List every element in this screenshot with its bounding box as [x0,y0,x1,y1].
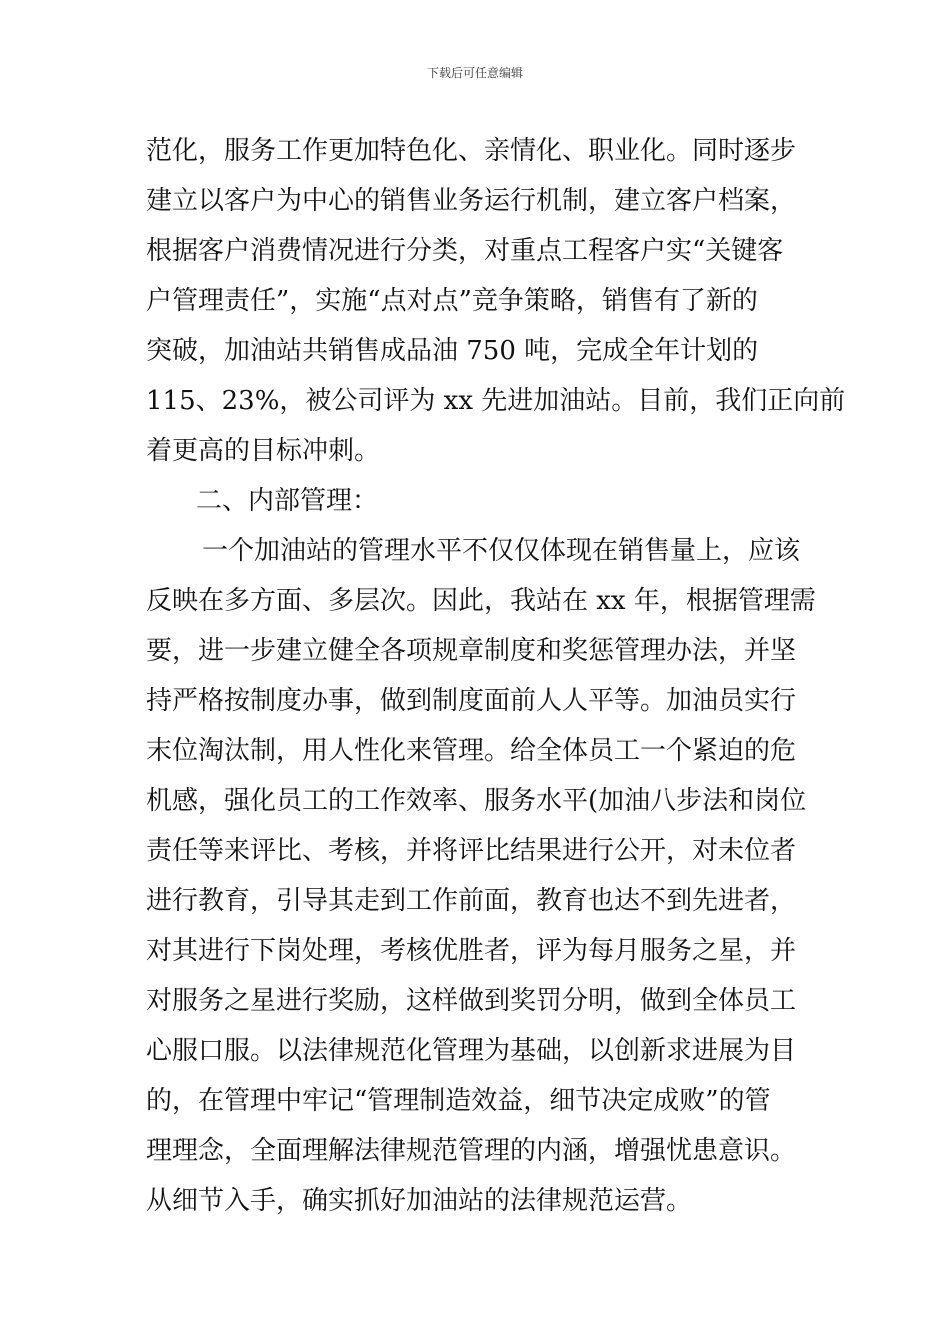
paragraph-line: 对其进行下岗处理，考核优胜者，评为每月服务之星，并 [146,936,797,966]
paragraph-line: 根据客户消费情况进行分类，对重点工程客户实“关键客 [146,236,784,266]
paragraph-line: 范化，服务工作更加特色化、亲情化、职业化。同时逐步 [146,136,797,166]
paragraph-line: 机感，强化员工的工作效率、服务水平(加油八步法和岗位 [146,786,807,816]
paragraph-line: 心服口服。以法律规范化管理为基础，以创新求进展为目 [146,1036,797,1066]
paragraph-line: 户管理责任”，实施“点对点”竞争策略，销售有了新的 [146,286,758,316]
paragraph-line: 理理念，全面理解法律规范管理的内涵，增强忧患意识。 [146,1136,797,1166]
paragraph-line: 115、23%，被公司评为 xx 先进加油站。目前，我们正向前 [146,386,846,416]
paragraph-line: 持严格按制度办事，做到制度面前人人平等。加油员实行 [146,686,797,716]
paragraph-line: 反映在多方面、多层次。因此，我站在 xx 年，根据管理需 [146,586,816,616]
paragraph-line: 末位淘汰制，用人性化来管理。给全体员工一个紧迫的危 [146,736,797,766]
paragraph-line: 责任等来评比、考核，并将评比结果进行公开，对未位者 [146,836,797,866]
paragraph-line: 要，进一步建立健全各项规章制度和奖惩管理办法，并坚 [146,636,797,666]
page-header: 下载后可任意编辑 [426,66,523,80]
paragraph-line: 从细节入手，确实抓好加油站的法律规范运营。 [146,1186,693,1216]
paragraph-line: 的，在管理中牢记“管理制造效益，细节决定成败”的管 [146,1086,771,1116]
document-body [146,126,846,1226]
paragraph-line: 着更高的目标冲刺。 [146,436,381,466]
section-heading: 二、内部管理： [196,486,379,516]
paragraph-line: 一个加油站的管理水平不仅仅体现在销售量上，应该 [202,536,801,566]
paragraph-line: 建立以客户为中心的销售业务运行机制，建立客户档案， [146,186,797,216]
paragraph-line: 进行教育，引导其走到工作前面，教育也达不到先进者， [146,886,797,916]
paragraph-line: 突破，加油站共销售成品油 750 吨，完成全年计划的 [146,336,759,366]
paragraph-line: 对服务之星进行奖励，这样做到奖罚分明，做到全体员工 [146,986,797,1016]
